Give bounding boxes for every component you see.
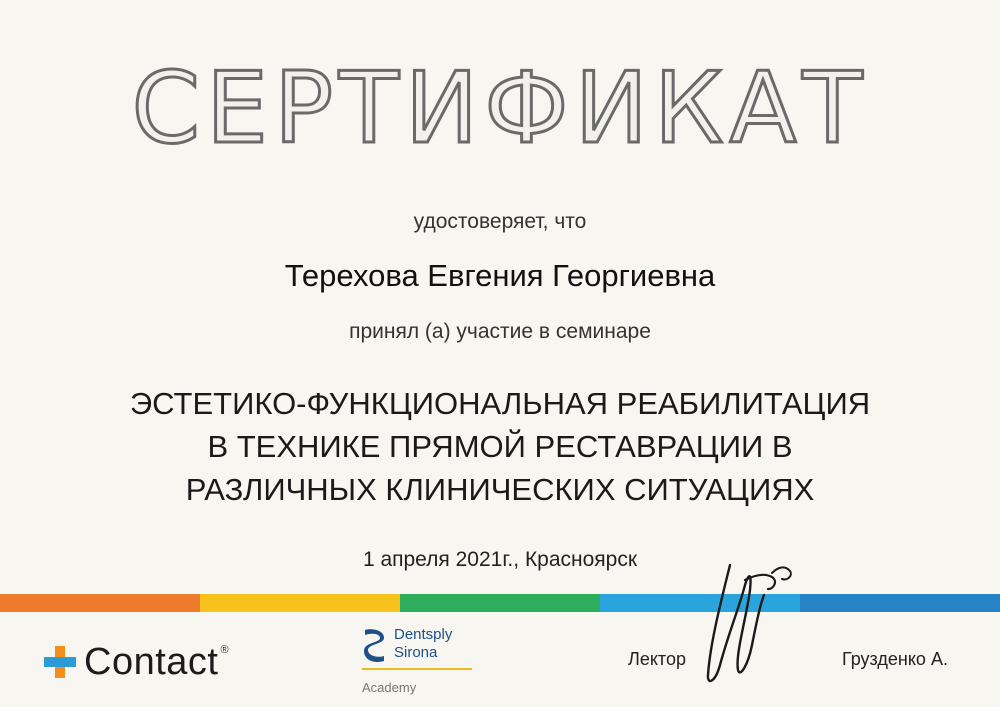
plus-icon xyxy=(44,646,76,678)
color-stripe-segment xyxy=(800,594,1000,612)
dentsply-academy: Academy xyxy=(362,680,417,695)
dentsply-s-icon xyxy=(362,626,388,664)
color-stripe-segment xyxy=(400,594,600,612)
seminar-title xyxy=(0,382,1000,511)
signatory-name: Грузденко А. xyxy=(842,649,948,669)
participation-text: принял (а) участие в семинаре xyxy=(349,320,651,343)
recipient-name: Терехова Евгения Георгиевна xyxy=(284,258,716,293)
contact-logo xyxy=(44,640,229,684)
dentsply-sirona-logo xyxy=(362,626,472,695)
seminar-title-line: В ТЕХНИКЕ ПРЯМОЙ РЕСТАВРАЦИИ В xyxy=(207,429,793,464)
plus-icon-horizontal xyxy=(44,657,76,667)
registered-mark: ® xyxy=(220,644,229,656)
dentsply-divider xyxy=(362,668,472,670)
contact-logo-text: Contact xyxy=(84,640,219,683)
date-place: 1 апреля 2021г., Красноярск xyxy=(362,548,638,571)
dentsply-name-line1: Dentsply xyxy=(394,626,453,643)
certifies-text: удостоверяет, что xyxy=(413,210,587,233)
signature-image xyxy=(690,545,800,695)
dentsply-name-line2: Sirona xyxy=(394,644,438,661)
color-stripe xyxy=(0,594,1000,612)
color-stripe-segment xyxy=(0,594,200,612)
seminar-title-line: ЭСТЕТИКО-ФУНКЦИОНАЛЬНАЯ РЕАБИЛИТАЦИЯ xyxy=(129,386,871,421)
certificate-title: СЕРТИФИКАТ xyxy=(131,52,869,166)
signatory-role: Лектор xyxy=(628,649,686,669)
color-stripe-segment xyxy=(200,594,400,612)
seminar-title-line: РАЗЛИЧНЫХ КЛИНИЧЕСКИХ СИТУАЦИЯХ xyxy=(185,472,815,507)
